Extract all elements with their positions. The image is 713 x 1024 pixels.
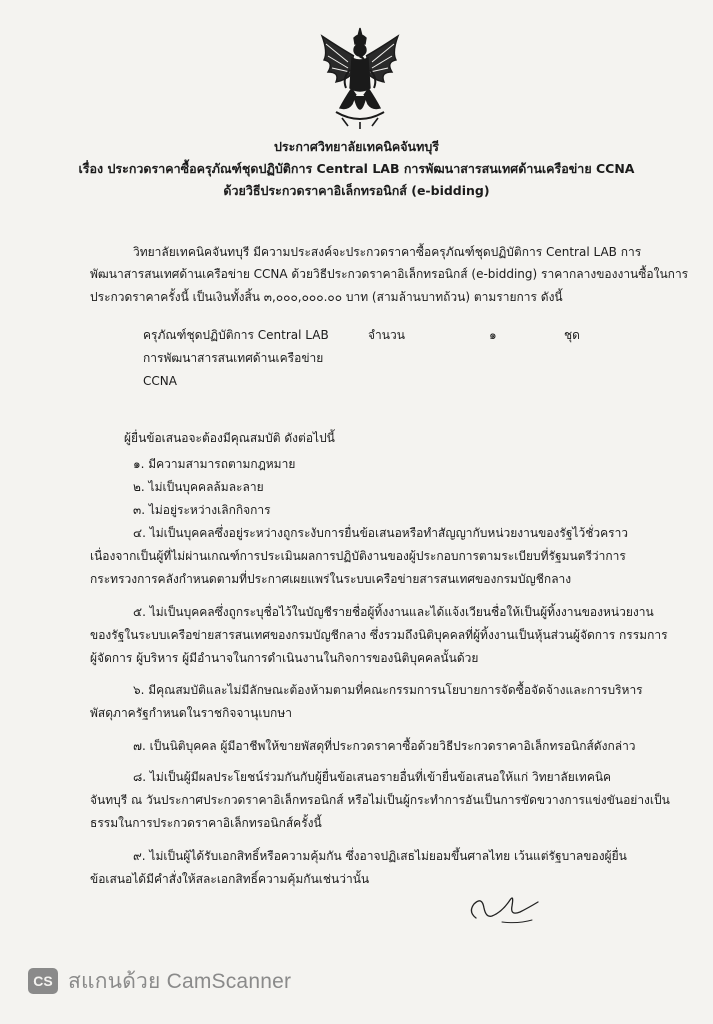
qualification-4-line-1: ๔. ไม่เป็นบุคคลซึ่งอยู่ระหว่างถูกระงับการยื่นข้อเสนอหรือทำสัญญากับหน่วยงานของรัฐไว้ชั่วคราว [133,526,629,540]
qualification-8-line-1: ๘. ไม่เป็นผู้มีผลประโยชน์ร่วมกันกับผู้ยื่นข้อเสนอรายอื่นที่เข้ายื่นข้อเสนอให้แก่ วิทยาลัยเทคนิค [133,770,612,784]
item-quantity-label: จำนวน [368,328,405,342]
qualification-8-line-3: ธรรมในการประกวดราคาอิเล็กทรอนิกส์ครั้งนี้ [90,816,322,830]
qualification-3: ๓. ไม่อยู่ระหว่างเลิกกิจการ [133,503,271,517]
qualification-2: ๒. ไม่เป็นบุคคลล้มละลาย [133,480,264,494]
qualification-6-line-2: พัสดุภาครัฐกำหนดในราชกิจจานุเบกษา [90,706,292,720]
camscanner-watermark [28,966,291,996]
intro-line-1: วิทยาลัยเทคนิคจันทบุรี มีความประสงค์จะประกวดราคาซื้อครุภัณฑ์ชุดปฏิบัติการ Central LAB การ [133,245,642,259]
handwritten-signature [462,882,552,932]
intro-line-3: ประกวดราคาครั้งนี้ เป็นเงินทั้งสิ้น ๓,๐๐๐,๐๐๐.๐๐ บาท (สามล้านบาทถ้วน) ตามรายการ ดังนี้ [90,290,563,304]
item-unit: ชุด [564,328,580,342]
qualification-4-line-3: กระทรวงการคลังกำหนดตามที่ประกาศเผยแพร่ในระบบเครือข่ายสารสนเทศของกรมบัญชีกลาง [90,572,572,586]
qualification-1: ๑. มีความสามารถตามกฎหมาย [133,457,296,471]
qualification-4-line-2: เนื่องจากเป็นผู้ที่ไม่ผ่านเกณฑ์การประเมินผลการปฏิบัติงานของผู้ประกอบการตามระเบียบที่รัฐมนตรีว่าการ [90,549,626,563]
announcement-subject: เรื่อง ประกวดราคาซื้อครุภัณฑ์ชุดปฏิบัติการ Central LAB การพัฒนาสารสนเทศด้านเครือข่าย CCNA [78,161,635,176]
qualifications-heading: ผู้ยื่นข้อเสนอจะต้องมีคุณสมบัติ ดังต่อไปนี้ [124,431,335,445]
qualification-5-line-1: ๕. ไม่เป็นบุคคลซึ่งถูกระบุชื่อไว้ในบัญชีรายชื่อผู้ทิ้งงานและได้แจ้งเวียนชื่อให้เป็นผู้ทิ้งงานของหน่วยงาน [133,605,654,619]
qualification-9-line-1: ๙. ไม่เป็นผู้ได้รับเอกสิทธิ์หรือความคุ้มกัน ซึ่งอาจปฏิเสธไม่ยอมขึ้นศาลไทย เว้นแต่รัฐบาลของผู้ยื่น [133,849,627,863]
qualification-5-line-3: ผู้จัดการ ผู้บริหาร ผู้มีอำนาจในการดำเนินงานในกิจการของนิติบุคคลนั้นด้วย [90,651,479,665]
qualification-8-line-2: จันทบุรี ณ วันประกาศประกวดราคาอิเล็กทรอนิกส์ หรือไม่เป็นผู้กระทำการอันเป็นการขัดขวางการแข่งขันอย่างเป็น [90,793,670,807]
announcement-method: ด้วยวิธีประกวดราคาอิเล็กทรอนิกส์ (e-bidding) [223,183,490,198]
qualification-6-line-1: ๖. มีคุณสมบัติและไม่มีลักษณะต้องห้ามตามที่คณะกรรมการนโยบายการจัดซื้อจัดจ้างและการบริหาร [133,683,643,697]
qualification-5-line-2: ของรัฐในระบบเครือข่ายสารสนเทศของกรมบัญชีกลาง ซึ่งรวมถึงนิติบุคคลที่ผู้ทิ้งงานเป็นหุ้นส่วนผู้จัดการ กรรมการ [90,628,668,642]
camscanner-logo-icon: CS [28,968,58,994]
qualification-9-line-2: ข้อเสนอได้มีคำสั่งให้สละเอกสิทธิ์ความคุ้มกันเช่นว่านั้น [90,872,370,886]
item-name-line-2: การพัฒนาสารสนเทศด้านเครือข่าย [143,351,324,365]
intro-line-2: พัฒนาสารสนเทศด้านเครือข่าย CCNA ด้วยวิธีประกวดราคาอิเล็กทรอนิกส์ (e-bidding) ราคากลางของงานซื้อในการ [90,267,689,281]
item-name-line-1: ครุภัณฑ์ชุดปฏิบัติการ Central LAB [143,328,329,342]
garuda-emblem-icon [318,26,402,130]
announcement-title: ประกาศวิทยาลัยเทคนิคจันทบุรี [273,139,439,154]
item-quantity: ๑ [489,328,497,342]
item-name-line-3: CCNA [143,374,177,388]
camscanner-text: สแกนด้วย CamScanner [68,969,292,993]
qualification-7: ๗. เป็นนิติบุคคล ผู้มีอาชีพให้ขายพัสดุที่ประกวดราคาซื้อด้วยวิธีประกวดราคาอิเล็กทรอนิกส์ดังกล่าว [133,739,636,753]
